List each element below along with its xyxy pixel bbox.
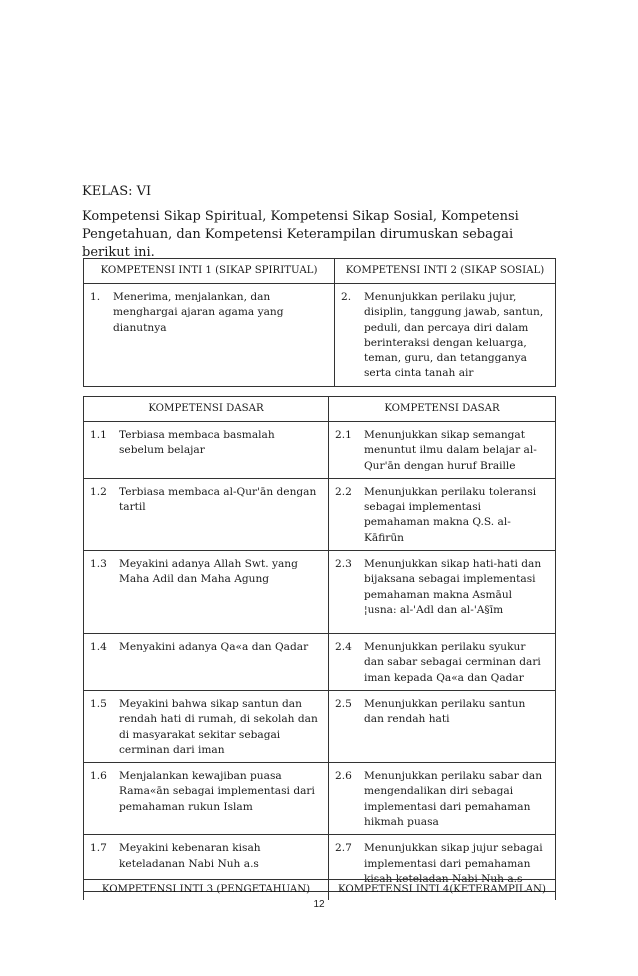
ki2-number: 2. bbox=[341, 291, 352, 303]
ki2-cell bbox=[335, 284, 556, 387]
kd-number: 2.5 bbox=[335, 697, 352, 710]
kd-text: Menunjukkan sikap jujur sebagai implementasi dari pemahaman kisah keteladan Nabi Nuh a.s bbox=[364, 842, 543, 885]
kd-number: 2.2 bbox=[335, 485, 352, 498]
kd-number: 2.7 bbox=[335, 842, 352, 855]
table-row bbox=[84, 478, 556, 550]
ki2-text: Menunjukkan perilaku jujur, disiplin, tanggung jawab, santun, peduli, dan percaya diri dalam berinteraksi dengan keluarga, teman, guru, dan tetangganya serta cinta tanah air bbox=[364, 291, 544, 380]
kd-header-right: KOMPETENSI DASAR bbox=[329, 397, 556, 422]
kd-text: Menunjukkan sikap semangat menuntut ilmu dalam belajar al-Qur'ān dengan huruf Braille bbox=[364, 429, 537, 472]
class-label: KELAS: VI bbox=[82, 184, 152, 199]
ki1-cell bbox=[84, 284, 335, 387]
core-competency-table-2 bbox=[83, 879, 556, 900]
kd-text: Terbiasa membaca al-Qur'ān dengan tartil bbox=[119, 485, 317, 514]
kd-number: 2.3 bbox=[335, 558, 352, 571]
ki1-header: KOMPETENSI INTI 1 (SIKAP SPIRITUAL) bbox=[84, 259, 335, 284]
intro-paragraph: Kompetensi Sikap Spiritual, Kompetensi Sikap Sosial, Kompetensi Pengetahuan, dan Kompetensi Keterampilan dirumuskan sebagai berikut ini. bbox=[82, 209, 519, 260]
ki1-text: Menerima, menjalankan, dan menghargai ajaran agama yang dianutnya bbox=[113, 291, 284, 334]
kd-left-cell bbox=[84, 634, 329, 691]
kd-number: 1.6 bbox=[90, 770, 107, 783]
ki2-header: KOMPETENSI INTI 2 (SIKAP SOSIAL) bbox=[335, 259, 556, 284]
kd-number: 2.1 bbox=[335, 429, 352, 441]
table-row bbox=[84, 551, 556, 634]
kd-number: 2.4 bbox=[335, 641, 352, 654]
kd-number: 1.7 bbox=[90, 842, 107, 855]
table-row bbox=[84, 422, 556, 479]
page-number: 12 bbox=[313, 899, 325, 910]
kd-text: Menunjukkan perilaku syukur dan sabar sebagai cerminan dari iman kepada Qa«a dan Qadar bbox=[364, 641, 541, 684]
table-row bbox=[84, 634, 556, 691]
kd-number: 1.3 bbox=[90, 558, 107, 571]
kd-text: Menunjukkan perilaku toleransi sebagai implementasi pemahaman makna Q.S. al-Kāfirūn bbox=[364, 485, 537, 544]
kd-text: Menunjukkan perilaku santun dan rendah hati bbox=[364, 697, 526, 726]
ki1-number: 1. bbox=[90, 291, 101, 303]
table-row bbox=[84, 763, 556, 835]
kd-right-cell bbox=[329, 551, 556, 634]
kd-number: 2.6 bbox=[335, 770, 352, 783]
kd-text: Menjalankan kewajiban puasa Rama«ān sebagai implementasi dari pemahaman rukun Islam bbox=[119, 770, 315, 813]
kd-text: Meyakini kebenaran kisah keteladanan Nabi Nuh a.s bbox=[119, 842, 261, 870]
kd-number: 1.4 bbox=[90, 641, 107, 654]
kd-right-cell bbox=[329, 690, 556, 762]
basic-competency-table bbox=[83, 396, 556, 892]
kd-text: Menunjukkan perilaku sabar dan mengendalikan diri sebagai implementasi dari pemahaman hikmah puasa bbox=[364, 770, 543, 829]
kd-left-cell bbox=[84, 478, 329, 550]
kd-right-cell bbox=[329, 634, 556, 691]
kd-header-left: KOMPETENSI DASAR bbox=[84, 397, 329, 422]
kd-right-cell bbox=[329, 478, 556, 550]
kd-right-cell bbox=[329, 422, 556, 479]
kd-text: Menunjukkan sikap hati-hati dan bijaksana sebagai implementasi pemahaman makna Asmāul ¦usna: al-'Adl dan al-'A§īm bbox=[364, 558, 542, 616]
core-competency-table-1 bbox=[83, 258, 556, 387]
ki4-header: KOMPETENSI INTI 4(KETERAMPILAN) bbox=[329, 880, 556, 901]
kd-number: 1.5 bbox=[90, 697, 107, 710]
kd-left-cell bbox=[84, 690, 329, 762]
kd-text: Meyakini adanya Allah Swt. yang Maha Adil dan Maha Agung bbox=[119, 558, 298, 586]
kd-text: Terbiasa membaca basmalah sebelum belajar bbox=[119, 429, 275, 457]
table-row bbox=[84, 690, 556, 762]
kd-number: 1.2 bbox=[90, 485, 107, 498]
ki3-header: KOMPETENSI INTI 3 (PENGETAHUAN) bbox=[84, 880, 329, 901]
kd-left-cell bbox=[84, 551, 329, 634]
kd-text: Menyakini adanya Qa«a dan Qadar bbox=[119, 641, 309, 654]
kd-text: Meyakini bahwa sikap santun dan rendah hati di rumah, di sekolah dan di masyarakat sekitar sebagai cerminan dari iman bbox=[119, 697, 318, 756]
kd-right-cell bbox=[329, 763, 556, 835]
kd-number: 1.1 bbox=[90, 429, 107, 441]
kd-left-cell bbox=[84, 763, 329, 835]
kd-left-cell bbox=[84, 422, 329, 479]
